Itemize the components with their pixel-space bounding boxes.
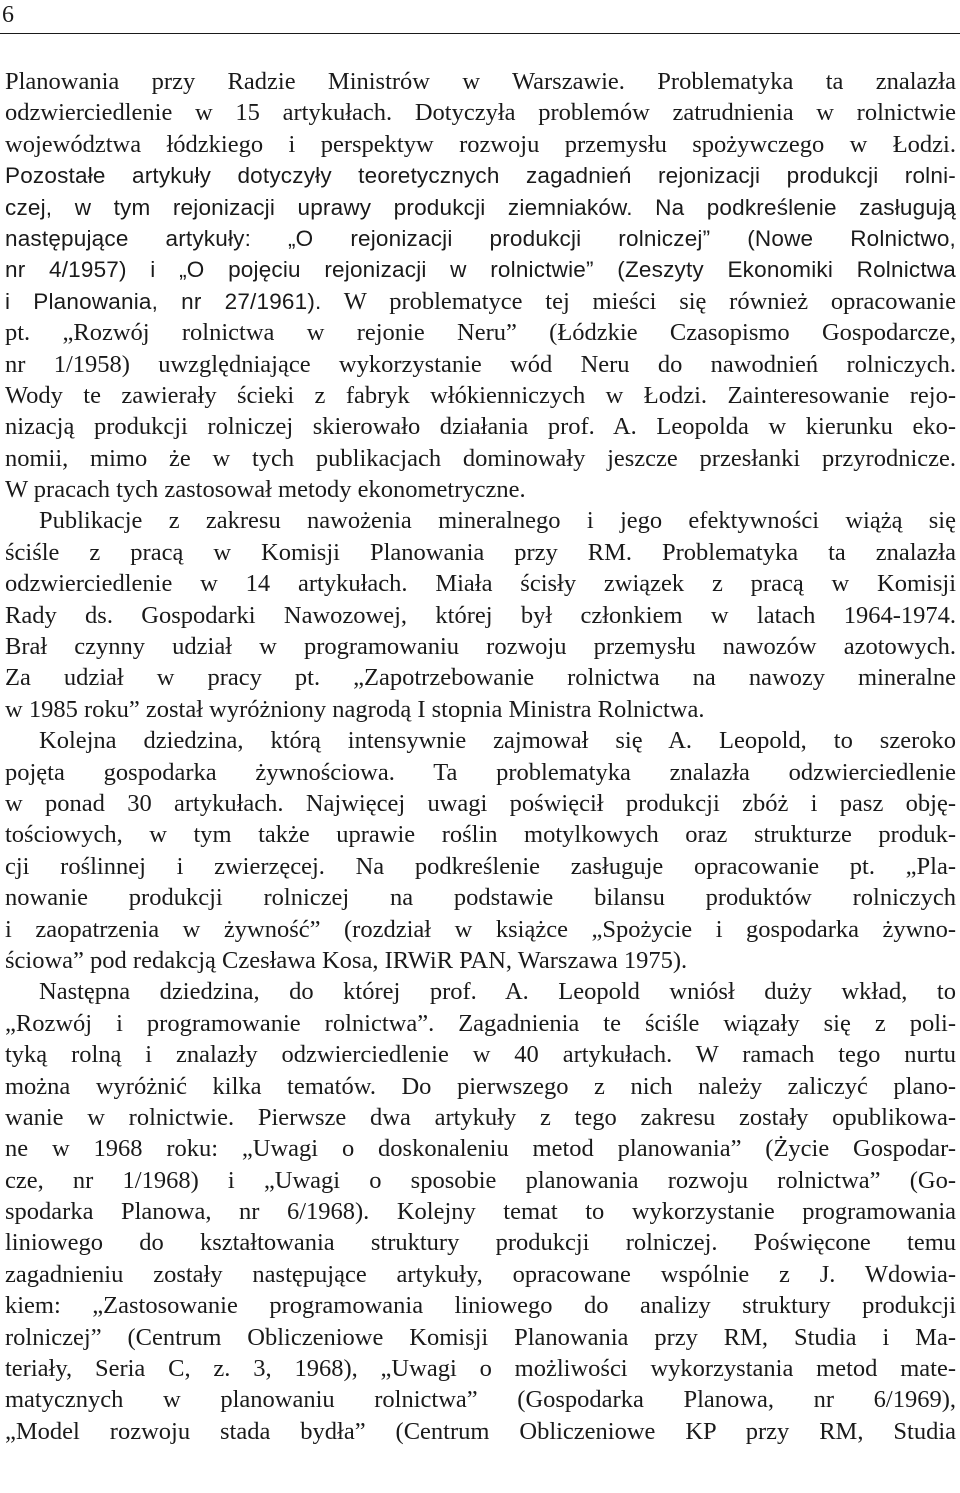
text-line-segment: rolniczej” (Centrum Obliczeniowe Komisji Planowania przy RM, Studia i Ma- [5, 1323, 956, 1351]
text-line [5, 725, 956, 756]
text-line-segment: można wyróżnić kilka tematów. Do pierwszego z nich należy zaliczyć plano- [5, 1072, 956, 1100]
text-line [5, 568, 956, 599]
text-line-segment: w 1985 roku” został wyróżniony nagrodą I stopnia Ministra Rolnictwa. [5, 695, 705, 723]
text-line [5, 914, 956, 945]
text-line-segment: następujące artykuły: „O rejonizacji produkcji rolniczej” (Nowe Rolnictwo, [5, 225, 956, 251]
text-line-segment: odzwierciedlenie w 14 artykułach. Miała ścisły związek z pracą w Komisji [5, 570, 956, 598]
text-line [5, 317, 956, 348]
text-line-segment: Wody te zawierały ścieki z fabryk włókienniczych w Łodzi. Zainteresowanie rejo- [5, 381, 956, 409]
text-line-segment: wanie w rolnictwie. Pierwsze dwa artykuły z tego zakresu zostały opublikowa- [5, 1103, 956, 1131]
text-line-segment: Za udział w pracy pt. „Zapotrzebowanie rolnictwa na nawozy mineralne [5, 664, 956, 692]
text-line-segment: Brał czynny udział w programowaniu rozwoju przemysłu nawozów azotowych. [5, 633, 956, 661]
text-line-segment: nr 1/1958) uwzględniające wykorzystanie wód Neru do nawodnień rolniczych. [5, 350, 956, 378]
header-rule [0, 33, 960, 34]
text-line [5, 1322, 956, 1353]
text-line-segment: „Model rozwoju stada bydła” (Centrum Obliczeniowe KP przy RM, Studia [5, 1417, 956, 1445]
text-line-segment: i zaopatrzenia w żywność” (rozdział w książce „Spożycie i gospodarka żywno- [5, 915, 956, 943]
text-line [5, 1290, 956, 1321]
text-line-segment: czej, w tym rejonizacji uprawy produkcji ziemniaków. [5, 194, 633, 220]
text-line [5, 192, 956, 223]
text-line [5, 537, 956, 568]
text-line [5, 286, 956, 317]
text-line-segment: w ponad 30 artykułach. Najwięcej uwagi poświęcił produkcji zbóż i pasz obję- [5, 789, 956, 817]
text-line-segment: ściśle z pracą w Komisji Planowania przy RM. Problematyka ta znalazła [5, 538, 956, 566]
text-line [5, 1133, 956, 1164]
text-line-segment: pt. „Rozwój rolnictwa w rejonie Neru” (Łódzkie Czasopismo Gospodarcze, [5, 319, 956, 347]
text-line-segment: nowanie produkcji rolniczej na podstawie bilansu produktów rolniczych [5, 884, 956, 912]
text-line-segment: liniowego do kształtowania struktury produkcji rolniczej. Poświęcone temu [5, 1229, 956, 1257]
text-line-segment: W pracach tych zastosował metody ekonometryczne. [5, 476, 526, 504]
page-header [0, 0, 960, 36]
text-line [5, 223, 956, 254]
text-line-segment: województwa łódzkiego i perspektyw rozwoju przemysłu spożywczego w Łodzi. [5, 130, 956, 158]
text-line [5, 694, 956, 725]
text-line [5, 1227, 956, 1258]
text-line [5, 66, 956, 97]
text-line [5, 254, 956, 285]
text-line [5, 129, 956, 160]
text-line-segment: odzwierciedlenie w 15 artykułach. Dotyczyła problemów zatrudnienia w rolnictwie [5, 99, 956, 127]
text-line [5, 160, 956, 191]
text-line-segment: i Planowania, nr 27/1961). [5, 288, 322, 314]
text-line [5, 851, 956, 882]
body-text [5, 66, 956, 1447]
text-line [5, 1039, 956, 1070]
text-line-segment: Planowania przy Radzie Ministrów w Warszawie. Problematyka ta znalazła [5, 68, 956, 95]
text-line [5, 1416, 956, 1447]
text-line [5, 411, 956, 442]
text-line [5, 976, 956, 1007]
text-line-segment: Rady ds. Gospodarki Nawozowej, której był członkiem w latach 1964-1974. [5, 601, 956, 629]
text-line-segment: Na podkreślenie zasługują [632, 194, 956, 220]
text-line-segment: „Rozwój i programowanie rolnictwa”. Zagadnienia te ściśle wiązały się z poli- [5, 1009, 956, 1037]
text-line-segment: spodarka Planowa, nr 6/1968). Kolejny temat to wykorzystanie programowania [5, 1198, 956, 1226]
text-line [5, 1259, 956, 1290]
text-line-segment: Pozostałe artykuły dotyczyły teoretycznych zagadnień rejonizacji produkcji rolni- [5, 163, 956, 189]
text-line [5, 505, 956, 536]
text-line [5, 1196, 956, 1227]
text-line-segment: Publikacje z zakresu nawożenia mineralnego i jego efektywności wiążą się [39, 507, 956, 535]
text-line [5, 945, 956, 976]
text-line-segment: Kolejna dziedzina, którą intensywnie zajmował się A. Leopold, to szeroko [39, 727, 956, 755]
text-line-segment: Następna dziedzina, do której prof. A. Leopold wniósł duży wkład, to [39, 978, 956, 1006]
text-line [5, 349, 956, 380]
text-line [5, 474, 956, 505]
text-line [5, 1008, 956, 1039]
text-line-segment: nr 4/1957) i „O pojęciu rejonizacji w rolnictwie” (Zeszyty Ekonomiki Rolnictwa [5, 257, 956, 283]
text-line [5, 788, 956, 819]
text-line [5, 882, 956, 913]
text-line-segment: tyką rolną i znalazły odzwierciedlenie w 40 artykułach. W ramach tego nurtu [5, 1041, 956, 1069]
text-line-segment: W problematyce tej mieści się również opracowanie [321, 287, 956, 315]
text-line-segment: ne w 1968 roku: „Uwagi o doskonaleniu metod planowania” (Życie Gospodar- [5, 1135, 956, 1163]
text-line [5, 443, 956, 474]
text-line-segment: cze, nr 1/1968) i „Uwagi o sposobie planowania rozwoju rolnictwa” (Go- [5, 1166, 956, 1194]
text-line [5, 819, 956, 850]
text-line [5, 1071, 956, 1102]
text-line-segment: cji roślinnej i zwierzęcej. Na podkreślenie zasługuje opracowanie pt. „Pla- [5, 852, 956, 880]
text-line-segment: zagadnieniu zostały następujące artykuły, opracowane wspólnie z J. Wdowia- [5, 1260, 956, 1288]
text-line [5, 1102, 956, 1133]
text-line-segment: pojęta gospodarka żywnościowa. Ta problematyka znalazła odzwierciedlenie [5, 758, 956, 786]
text-line-segment: ściowa” pod redakcją Czesława Kosa, IRWiR PAN, Warszawa 1975). [5, 946, 688, 974]
text-line [5, 380, 956, 411]
text-line [5, 757, 956, 788]
text-line-segment: nomii, mimo że w tych publikacjach dominowały jeszcze przesłanki przyrodnicze. [5, 444, 956, 472]
text-line [5, 1384, 956, 1415]
text-line [5, 97, 956, 128]
text-line [5, 600, 956, 631]
text-line [5, 631, 956, 662]
text-line-segment: nizacją produkcji rolniczej skierowało działania prof. A. Leopolda w kierunku eko- [5, 413, 956, 441]
page-number: 6 [2, 2, 14, 28]
text-line [5, 1165, 956, 1196]
text-line-segment: matycznych w planowaniu rolnictwa” (Gospodarka Planowa, nr 6/1969), [5, 1386, 956, 1414]
text-line [5, 1353, 956, 1384]
text-line-segment: teriały, Seria C, z. 3, 1968), „Uwagi o możliwości wykorzystania metod mate- [5, 1355, 956, 1383]
text-line-segment: kiem: „Zastosowanie programowania liniowego do analizy struktury produkcji [5, 1292, 956, 1320]
text-line [5, 662, 956, 693]
text-line-segment: tościowych, w tym także uprawie roślin motylkowych oraz strukturze produk- [5, 821, 956, 849]
